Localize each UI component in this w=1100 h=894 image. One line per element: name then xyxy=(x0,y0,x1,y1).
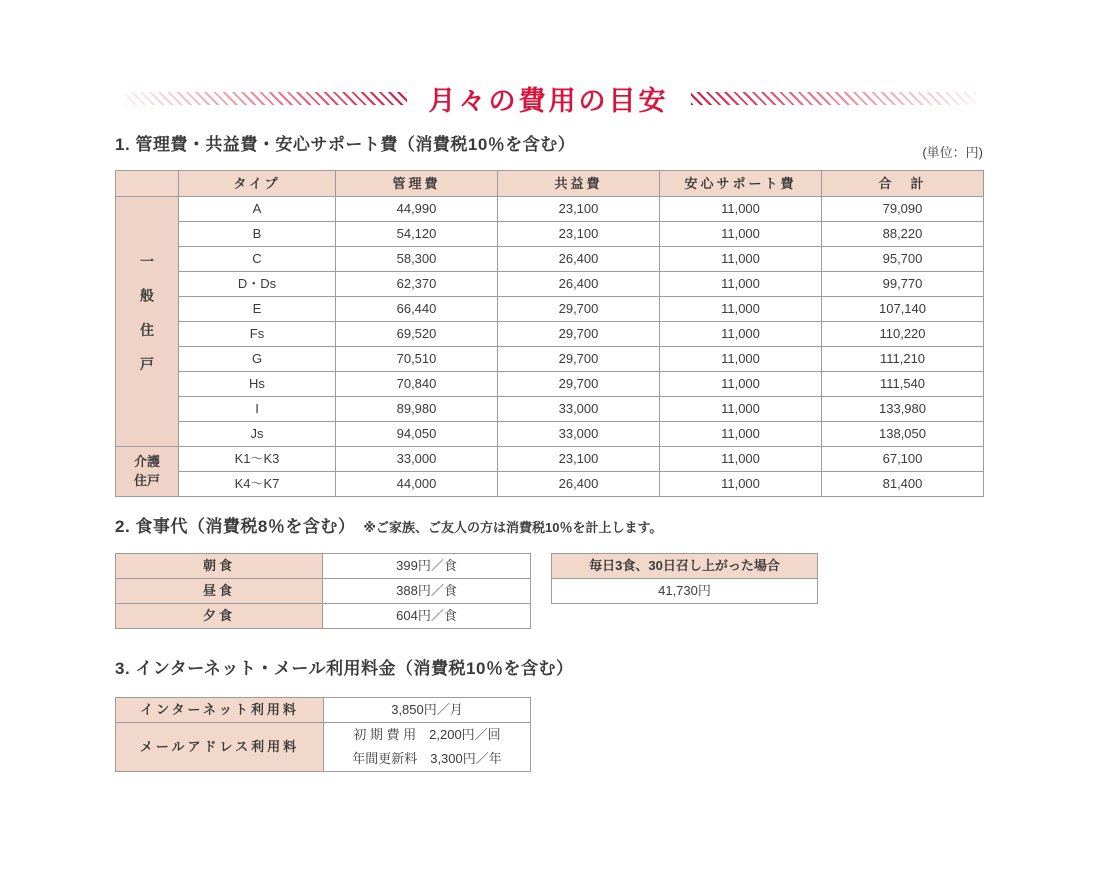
internet-label: インターネット利用料 xyxy=(116,698,324,723)
fees-header-row xyxy=(116,171,984,197)
cell-kyoeki: 29,700 xyxy=(498,297,660,322)
section1-heading: 1. 管理費・共益費・安心サポート費（消費税10％を含む） xyxy=(115,135,576,154)
table-row xyxy=(116,272,984,297)
cell-total: 67,100 xyxy=(822,447,984,472)
cell-kanri: 70,840 xyxy=(336,372,498,397)
meal-label: 朝食 xyxy=(116,554,323,579)
table-row xyxy=(116,347,984,372)
meal-row xyxy=(116,604,531,629)
header-kyoeki: 共益費 xyxy=(498,171,660,197)
cell-type: D・Ds xyxy=(179,272,336,297)
cell-kyoeki: 29,700 xyxy=(498,347,660,372)
unit-note: (単位：円) xyxy=(922,145,983,160)
cell-kanri: 33,000 xyxy=(336,447,498,472)
decorative-stripes-left-icon xyxy=(125,92,407,105)
cell-kanri: 54,120 xyxy=(336,222,498,247)
cell-kanri: 44,990 xyxy=(336,197,498,222)
page-title: 月々の費用の目安 xyxy=(428,85,669,116)
cell-type: B xyxy=(179,222,336,247)
table-row xyxy=(116,247,984,272)
mail-renewal-fee: 年間更新料 3,300円／年 xyxy=(352,751,502,766)
cell-support: 11,000 xyxy=(660,347,822,372)
table-row xyxy=(116,222,984,247)
meal-value: 388円／食 xyxy=(323,579,531,604)
title-band xyxy=(0,80,1100,116)
cell-type: E xyxy=(179,297,336,322)
section2-heading-text: 2. 食事代（消費税8％を含む） xyxy=(115,517,356,536)
cell-type: Fs xyxy=(179,322,336,347)
internet-value: 3,850円／月 xyxy=(324,698,531,723)
cell-kanri: 44,000 xyxy=(336,472,498,497)
table-row xyxy=(116,422,984,447)
cell-kanri: 66,440 xyxy=(336,297,498,322)
cell-kanri: 70,510 xyxy=(336,347,498,372)
cell-support: 11,000 xyxy=(660,422,822,447)
meal-value: 604円／食 xyxy=(323,604,531,629)
cell-support: 11,000 xyxy=(660,272,822,297)
cell-type: C xyxy=(179,247,336,272)
cell-kanri: 69,520 xyxy=(336,322,498,347)
corner-cell xyxy=(116,171,179,197)
cell-kyoeki: 29,700 xyxy=(498,372,660,397)
table-row xyxy=(116,322,984,347)
cell-type: G xyxy=(179,347,336,372)
cell-support: 11,000 xyxy=(660,197,822,222)
cell-support: 11,000 xyxy=(660,322,822,347)
cell-kanri: 58,300 xyxy=(336,247,498,272)
table-row xyxy=(116,397,984,422)
cell-kyoeki: 23,100 xyxy=(498,197,660,222)
cell-kyoeki: 23,100 xyxy=(498,222,660,247)
cell-type: I xyxy=(179,397,336,422)
internet-mail-table xyxy=(115,697,531,772)
table-row xyxy=(116,447,984,472)
mail-row xyxy=(116,723,531,772)
header-support: 安心サポート費 xyxy=(660,171,822,197)
case-header-row xyxy=(552,554,818,579)
table-row xyxy=(116,297,984,322)
case-value: 41,730円 xyxy=(552,579,818,604)
table-row xyxy=(116,197,984,222)
cell-total: 111,210 xyxy=(822,347,984,372)
group-general-cell xyxy=(116,197,179,447)
group-care-cell xyxy=(116,447,179,497)
cell-total: 110,220 xyxy=(822,322,984,347)
cell-total: 95,700 xyxy=(822,247,984,272)
mail-initial-fee: 初 期 費 用 2,200円／回 xyxy=(353,727,501,742)
cell-total: 99,770 xyxy=(822,272,984,297)
cell-type: Hs xyxy=(179,372,336,397)
internet-row xyxy=(116,698,531,723)
decorative-stripes-right-icon xyxy=(691,92,976,105)
cell-kyoeki: 33,000 xyxy=(498,397,660,422)
cell-kyoeki: 26,400 xyxy=(498,472,660,497)
cell-support: 11,000 xyxy=(660,397,822,422)
cell-kyoeki: 29,700 xyxy=(498,322,660,347)
mail-values xyxy=(324,723,531,772)
cell-total: 88,220 xyxy=(822,222,984,247)
case-header: 毎日3食、30日召し上がった場合 xyxy=(552,554,818,579)
cell-type: K4〜K7 xyxy=(179,472,336,497)
cell-type: Js xyxy=(179,422,336,447)
case-value-row xyxy=(552,579,818,604)
meal-label: 夕食 xyxy=(116,604,323,629)
cell-support: 11,000 xyxy=(660,447,822,472)
cell-support: 11,000 xyxy=(660,372,822,397)
meal-row xyxy=(116,579,531,604)
header-type: タイプ xyxy=(179,171,336,197)
cell-kyoeki: 26,400 xyxy=(498,272,660,297)
cell-total: 79,090 xyxy=(822,197,984,222)
cell-total: 111,540 xyxy=(822,372,984,397)
cell-total: 133,980 xyxy=(822,397,984,422)
cell-support: 11,000 xyxy=(660,247,822,272)
section2-heading xyxy=(115,515,662,540)
table-row xyxy=(116,372,984,397)
meal-row xyxy=(116,554,531,579)
header-total: 合 計 xyxy=(822,171,984,197)
cell-support: 11,000 xyxy=(660,222,822,247)
cell-support: 11,000 xyxy=(660,472,822,497)
section3-heading: 3. インターネット・メール利用料金（消費税10％を含む） xyxy=(115,659,574,678)
meals-table xyxy=(115,553,531,629)
mail-label: メールアドレス利用料 xyxy=(116,723,324,772)
cell-kyoeki: 33,000 xyxy=(498,422,660,447)
cell-kanri: 89,980 xyxy=(336,397,498,422)
cell-type: K1〜K3 xyxy=(179,447,336,472)
cell-kyoeki: 26,400 xyxy=(498,247,660,272)
cell-total: 81,400 xyxy=(822,472,984,497)
cell-kyoeki: 23,100 xyxy=(498,447,660,472)
meal-label: 昼食 xyxy=(116,579,323,604)
cell-type: A xyxy=(179,197,336,222)
section2-note: ※ご家族、ご友人の方は消費税10％を計上します。 xyxy=(363,520,663,535)
fees-table xyxy=(115,170,984,497)
cell-kanri: 62,370 xyxy=(336,272,498,297)
group-general-label: 一般住戸 xyxy=(139,253,155,392)
cell-kanri: 94,050 xyxy=(336,422,498,447)
table-row xyxy=(116,472,984,497)
cell-total: 107,140 xyxy=(822,297,984,322)
group-care-label: 介護住戸 xyxy=(133,453,160,488)
header-kanri: 管理費 xyxy=(336,171,498,197)
meal-case-table xyxy=(551,553,818,604)
cell-total: 138,050 xyxy=(822,422,984,447)
cell-support: 11,000 xyxy=(660,297,822,322)
meal-value: 399円／食 xyxy=(323,554,531,579)
